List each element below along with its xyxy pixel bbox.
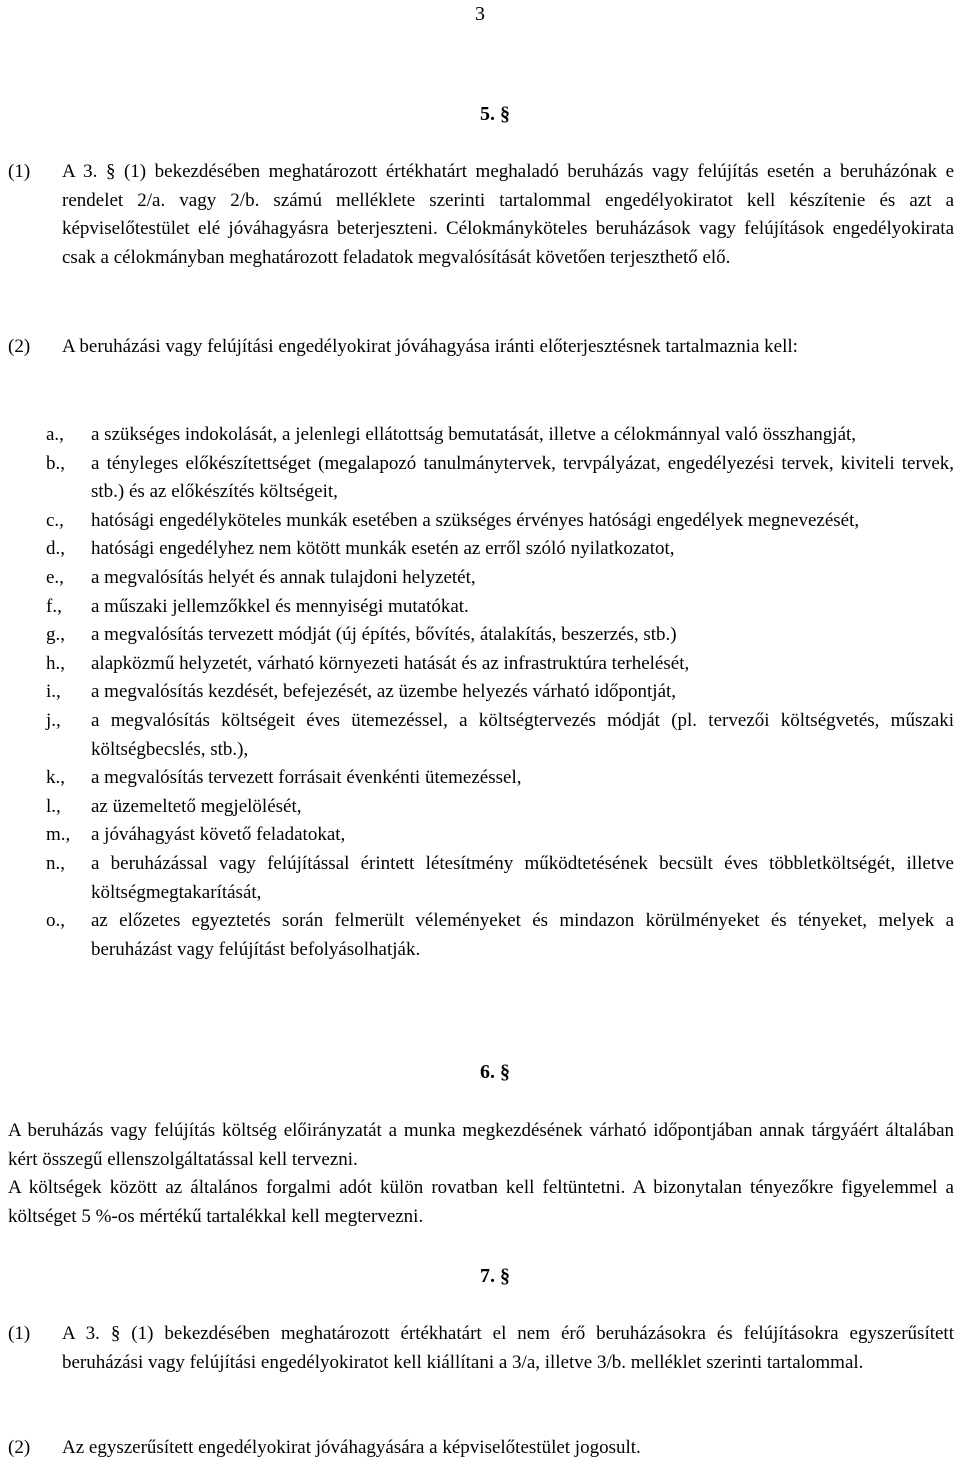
paragraph-number: (2) (8, 336, 31, 357)
list-item (0, 764, 954, 793)
paragraph-text: A 3. § (1) bekezdésében meghatározott értékhatárt meghaladó beruházás vagy felújítás esetén a beruházónak e rendelet 2/a. vagy 2/b. számú melléklete szerinti tartalommal engedélyokiratot kell készítenie és azt a képviselőtestület elé jóváhagyásra beterjeszteni. Célokmányköteles beruházások vagy felújítások engedélyokirata csak a célokmányban meghatározott feladatok megvalósítását követően terjeszthető elő. (62, 161, 954, 268)
list-item (0, 678, 954, 707)
paragraph-text: A beruházási vagy felújítási engedélyokirat jóváhagyása iránti előterjesztésnek tartalmaznia kell: (62, 336, 798, 357)
paragraph-text: Az egyszerűsített engedélyokirat jóváhagyására a képviselőtestület jogosult. (62, 1437, 641, 1458)
list-item-label: l., (46, 795, 61, 817)
list-item-label: n., (46, 852, 65, 874)
paragraph-7-1 (8, 1320, 954, 1377)
list-item-label: o., (46, 910, 65, 932)
section-5-heading: 5. § (480, 103, 510, 125)
section-6-text-2: A költségek között az általános forgalmi adót külön rovatban kell feltüntetni. A bizonytalan tényezőkre figyelemmel a költséget 5 %-os mértékű tartalékkal kell megtervezni. (8, 1177, 954, 1227)
list-item-text: a megvalósítás kezdését, befejezését, az üzembe helyezés várható időpontját, (91, 681, 677, 703)
list-item (0, 907, 954, 964)
list-item (0, 535, 954, 564)
list-item (0, 821, 954, 850)
list-item-label: f., (46, 595, 62, 617)
section-6-body (8, 1117, 954, 1231)
list-item-text: hatósági engedélyhez nem kötött munkák esetén az erről szóló nyilatkozatot, (91, 538, 675, 560)
list-item-label: k., (46, 767, 65, 789)
list-item (0, 450, 954, 507)
list-item-label: j., (46, 709, 61, 731)
section-6-heading: 6. § (480, 1061, 510, 1083)
page-number: 3 (475, 3, 485, 25)
list-item-text: hatósági engedélyköteles munkák esetében a szükséges érvényes hatósági engedélyek megnevezését, (91, 509, 860, 531)
section-7-heading: 7. § (480, 1265, 510, 1287)
list-item-text: a beruházással vagy felújítással érintett létesítmény működtetésének becsült éves többletköltségét, illetve költségmegtakarítását, (91, 852, 954, 903)
section-5-body (8, 158, 954, 272)
section-7-para-2 (8, 1434, 954, 1463)
list-item-text: az üzemeltető megjelölését, (91, 795, 302, 817)
list-item-label: b., (46, 452, 65, 474)
section-6-text-1: A beruházás vagy felújítás költség előirányzatát a munka megkezdésének várható időpontjában annak tárgyáért általában kért összegű ellenszolgáltatással kell tervezni. (8, 1120, 954, 1170)
list-item-text: a szükséges indokolását, a jelenlegi ellátottság bemutatását, illetve a célokmánnyal való összhangját, (91, 424, 857, 445)
list-item-label: i., (46, 681, 61, 703)
list-item-label: g., (46, 624, 65, 646)
list-item-text: a műszaki jellemzőkkel és mennyiségi mutatókat. (91, 595, 469, 617)
list-item-label: m., (46, 824, 71, 846)
list-item-label: e., (46, 566, 64, 588)
list-item (0, 707, 954, 764)
section-7-para-1 (8, 1320, 954, 1377)
paragraph-number: (1) (8, 1323, 31, 1344)
list-item (0, 421, 954, 450)
list-item-text: a megvalósítás tervezett forrásait évenkénti ütemezéssel, (91, 767, 522, 789)
list-item-text: a megvalósítás helyét és annak tulajdoni helyzetét, (91, 566, 476, 588)
list-item (0, 564, 954, 593)
list-item (0, 621, 954, 650)
paragraph-5-2 (8, 333, 954, 362)
list-item (0, 593, 954, 622)
list-item-text: alapközmű helyzetét, várható környezeti hatását és az infrastruktúra terhelését, (91, 652, 690, 674)
list-item-label: d., (46, 538, 65, 560)
paragraph-7-2 (8, 1434, 954, 1463)
list-item-text: a jóváhagyást követő feladatokat, (91, 824, 346, 846)
section-5-para-2 (8, 333, 954, 362)
list-item-label: h., (46, 652, 65, 674)
paragraph-5-1 (8, 158, 954, 272)
paragraph-number: (1) (8, 161, 31, 182)
list-item-text: a megvalósítás költségeit éves ütemezéssel, a költségtervezés módját (pl. tervezői költségvetés, műszaki költségbecslés, stb.), (91, 709, 954, 760)
list-item-label: c., (46, 509, 64, 531)
paragraph-text: A 3. § (1) bekezdésében meghatározott értékhatárt el nem érő beruházásokra és felújításokra egyszerűsített beruházási vagy felújítási engedélyokiratot kell kiállítani a 3/a, illetve 3/b. melléklet szerinti tartalommal. (62, 1323, 954, 1373)
list-item (0, 850, 954, 907)
list-item-label: a., (46, 424, 64, 445)
list-item-text: az előzetes egyeztetés során felmerült véleményeket és mindazon körülményeket és tényeket, melyek a beruházást vagy felújítást befolyásolhatják. (91, 910, 954, 960)
paragraph-number: (2) (8, 1437, 31, 1458)
list-item (0, 793, 954, 822)
list-item (0, 650, 954, 679)
requirements-list (0, 421, 954, 964)
list-item (0, 507, 954, 536)
list-item-text: a tényleges előkészítettséget (megalapozó tanulmánytervek, tervpályázat, engedélyezési tervek, kiviteli tervek, stb.) és az előkészítés költségeit, (91, 452, 954, 503)
list-item-text: a megvalósítás tervezett módját (új építés, bővítés, átalakítás, beszerzés, stb.) (91, 624, 677, 646)
